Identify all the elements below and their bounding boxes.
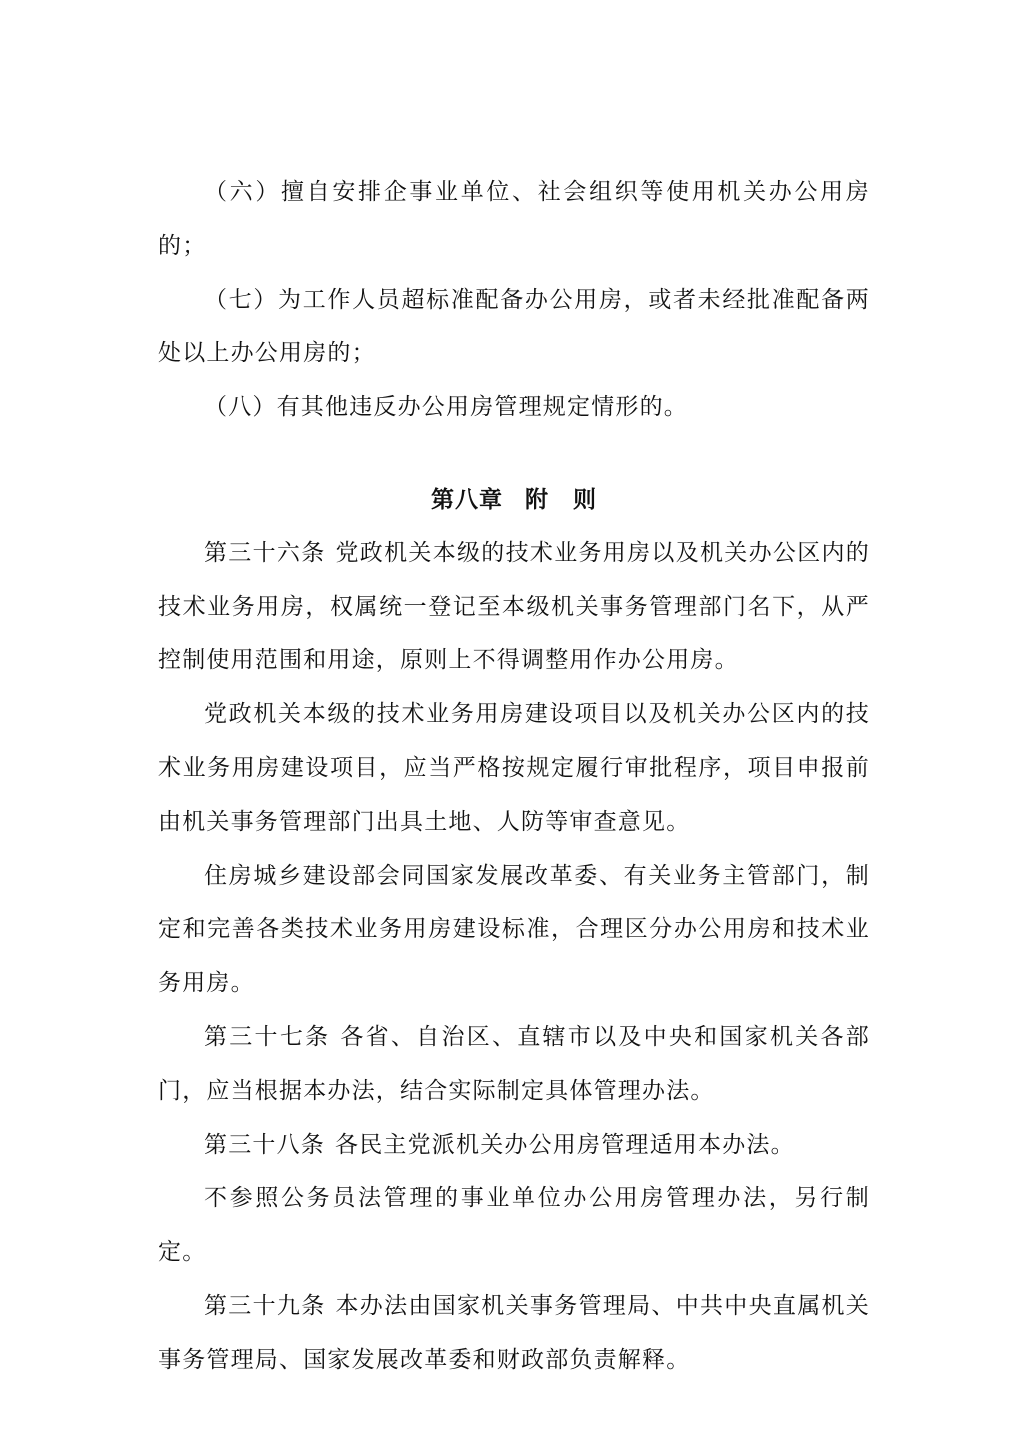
article-38-number: 第三十八条 — [204, 1131, 325, 1158]
article-36-para-3: 住房城乡建设部会同国家发展改革委、有关业务主管部门，制定和完善各类技术业务用房建设标准，合理区分办公用房和技术业务用房。 — [158, 862, 870, 997]
article-37-text: 各省、自治区、直辖市以及中央和国家机关各部门，应当根据本办法，结合实际制定具体管理办法。 — [158, 1023, 870, 1104]
article-36-number: 第三十六条 — [204, 539, 326, 566]
chapter-number: 第八章 — [431, 485, 503, 513]
item-seven: （七）为工作人员超标准配备办公用房，或者未经批准配备两处以上办公用房的； — [158, 286, 870, 367]
item-eight: （八）有其他违反办公用房管理规定情形的。 — [204, 394, 688, 421]
chapter-title-part1: 附 — [525, 485, 549, 513]
article-37-number: 第三十七条 — [204, 1023, 331, 1050]
article-39 — [158, 1280, 870, 1388]
article-37 — [158, 1011, 870, 1119]
article-39-text: 本办法由国家机关事务管理局、中共中央直属机关事务管理局、国家发展改革委和财政部负责解释。 — [158, 1292, 870, 1373]
document-body — [158, 166, 870, 1388]
chapter-heading — [158, 473, 870, 527]
article-36-para-2: 党政机关本级的技术业务用房建设项目以及机关办公区内的技术业务用房建设项目，应当严格按规定履行审批程序，项目申报前由机关事务管理部门出具土地、人防等审查意见。 — [158, 701, 870, 835]
article-39-number: 第三十九条 — [204, 1292, 326, 1319]
spacer — [158, 435, 870, 473]
article-38-para-2: 不参照公务员法管理的事业单位办公用房管理办法，另行制定。 — [158, 1185, 870, 1266]
article-38-text: 各民主党派机关办公用房管理适用本办法。 — [335, 1131, 795, 1158]
article-36 — [158, 527, 870, 688]
chapter-title-part2: 则 — [573, 485, 597, 513]
item-six: （六）擅自安排企事业单位、社会组织等使用机关办公用房的； — [158, 179, 870, 259]
article-38 — [158, 1119, 870, 1173]
article-36-text: 党政机关本级的技术业务用房以及机关办公区内的技术业务用房，权属统一登记至本级机关事务管理部门名下，从严控制使用范围和用途，原则上不得调整用作办公用房。 — [158, 539, 870, 674]
